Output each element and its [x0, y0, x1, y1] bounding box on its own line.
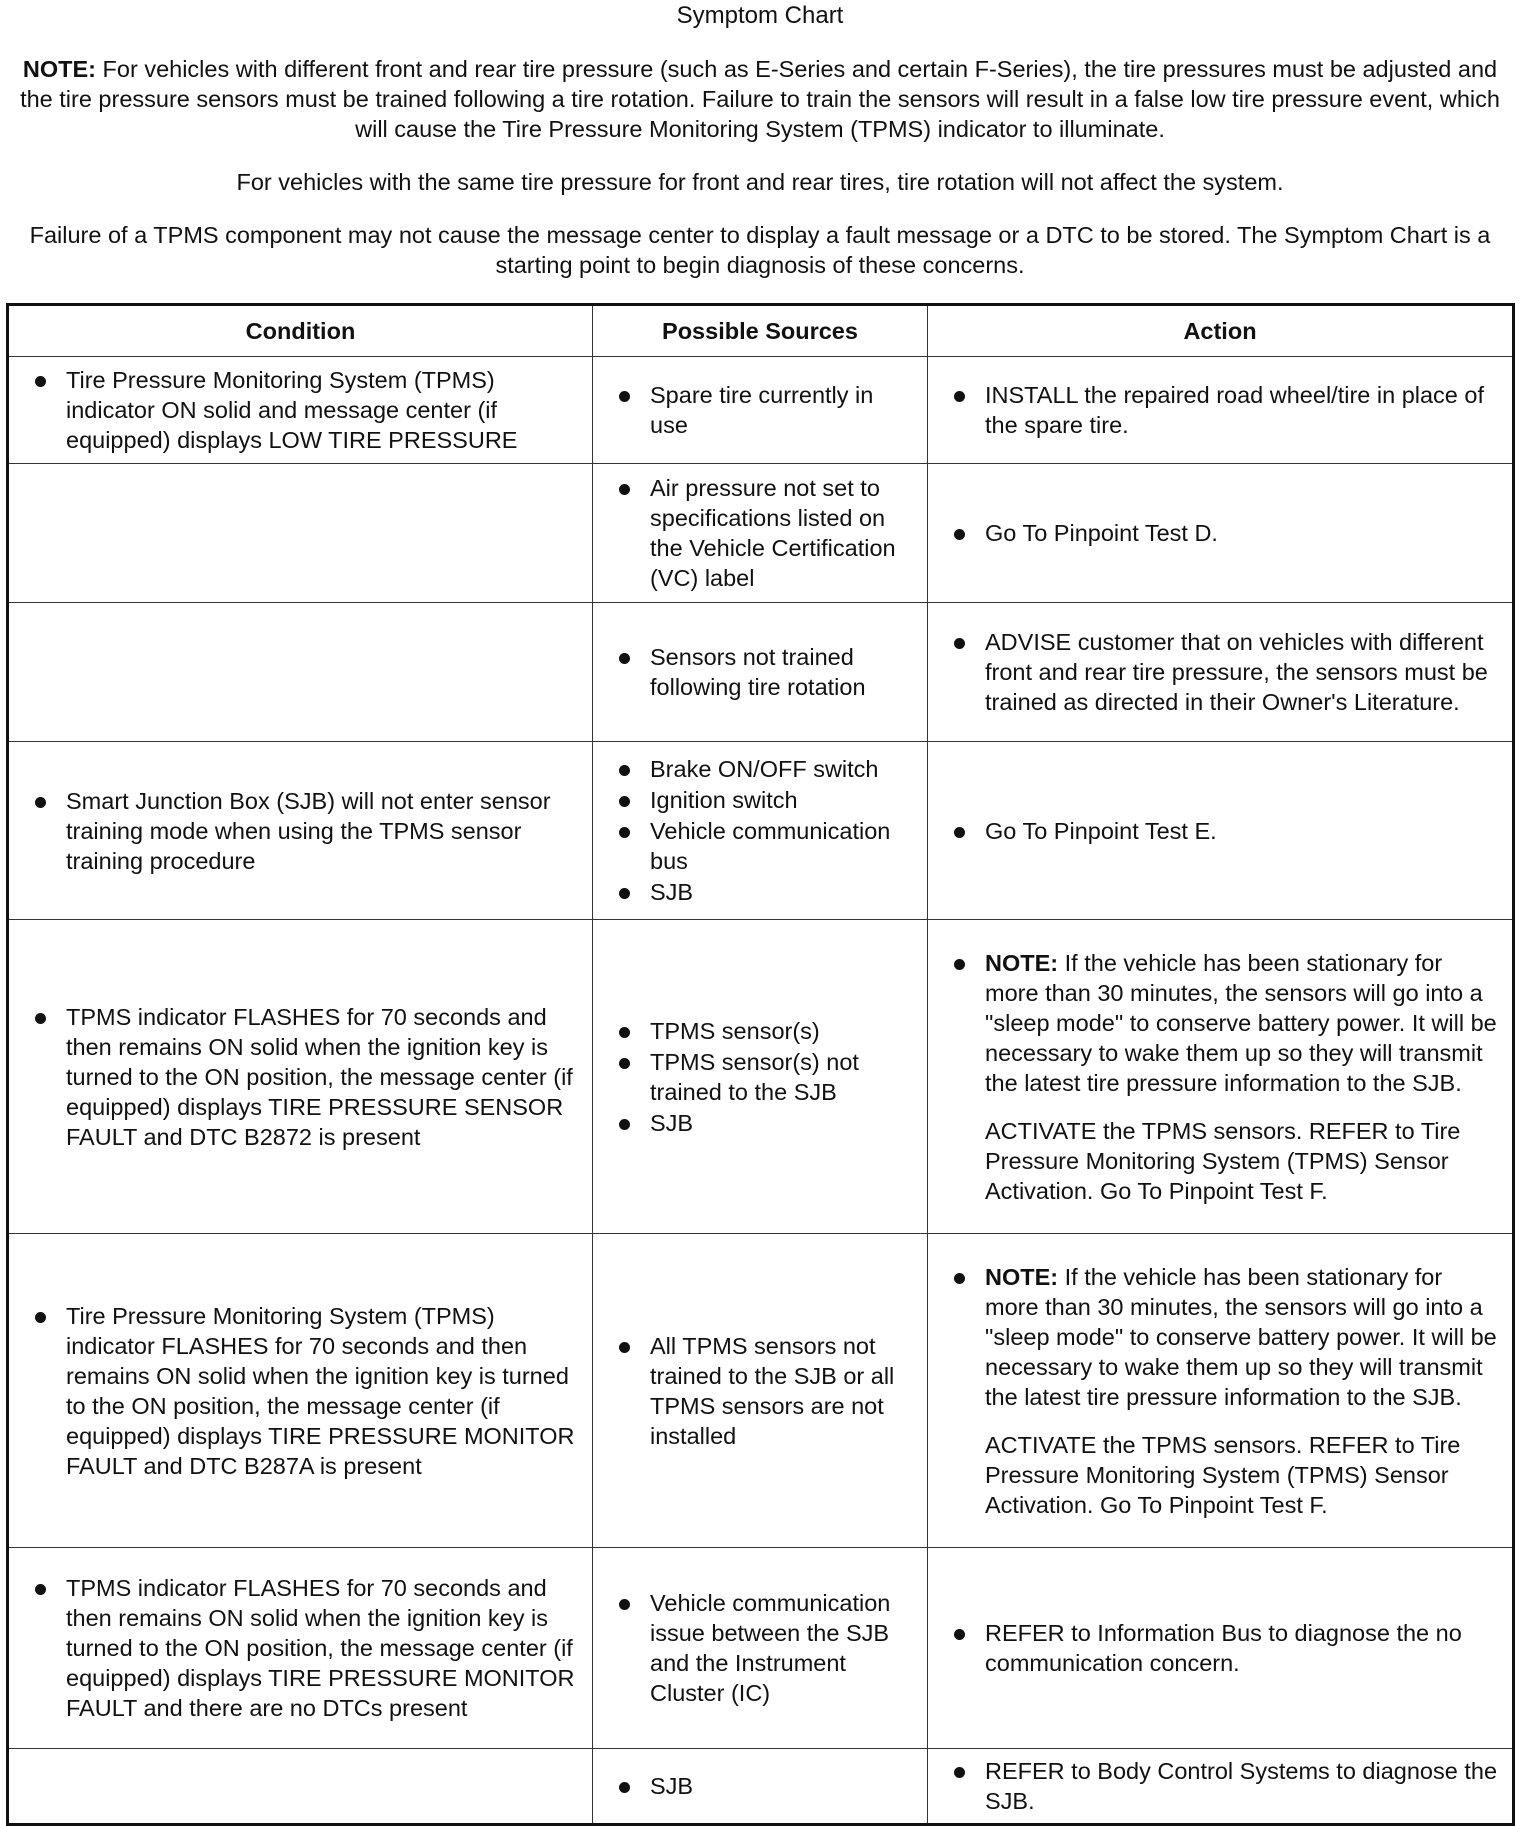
sources-cell — [593, 1234, 928, 1548]
condition-cell — [8, 742, 593, 920]
symptom-table — [6, 303, 1515, 1826]
source-item: SJB — [617, 1771, 917, 1801]
action-paragraph: ACTIVATE the TPMS sensors. REFER to Tire Pressure Monitoring System (TPMS) Sensor Activation. Go To Pinpoint Test F. — [985, 1431, 1461, 1518]
table-row — [8, 920, 1514, 1234]
sources-cell — [593, 464, 928, 603]
action-note — [952, 1262, 1502, 1412]
intro-note — [14, 54, 1506, 144]
action-note-label: NOTE: — [985, 949, 1059, 976]
condition-item: Tire Pressure Monitoring System (TPMS) indicator FLASHES for 70 seconds and then remains ON solid when the ignition key is turned to the ON position, the message center (if equipped) displays TIRE PRESSURE MONITOR FAULT and DTC B287A is present — [33, 1301, 582, 1481]
action-cell — [928, 464, 1514, 603]
action-cell — [928, 920, 1514, 1234]
action-item: REFER to Body Control Systems to diagnose the SJB. — [952, 1756, 1502, 1816]
source-item: Spare tire currently in use — [617, 380, 917, 440]
note-text: For vehicles with different front and rear tire pressure (such as E-Series and certain F-Series), the tire pressures must be adjusted and the tire pressure sensors must be trained following a tire rotation. Failure to train the sensors will result in a false low tire pressure event, which will cause the Tire Pressure Monitoring System (TPMS) indicator to illuminate. — [20, 56, 1500, 142]
source-item: TPMS sensor(s) — [617, 1016, 917, 1046]
action-note-label: NOTE: — [985, 1263, 1059, 1290]
action-note — [952, 948, 1502, 1098]
intro-paragraph-2: For vehicles with the same tire pressure for front and rear tires, tire rotation will not affect the system. — [236, 169, 1284, 195]
action-item: REFER to Information Bus to diagnose the no communication concern. — [952, 1618, 1502, 1678]
condition-cell — [8, 603, 593, 742]
condition-cell — [8, 920, 593, 1234]
intro-section — [0, 54, 1520, 280]
table-header-row — [8, 305, 1514, 357]
action-item: ADVISE customer that on vehicles with different front and rear tire pressure, the sensors must be trained as directed in their Owner's Literature. — [952, 627, 1502, 717]
sources-cell — [593, 1749, 928, 1825]
condition-cell — [8, 1749, 593, 1825]
action-cell — [928, 1234, 1514, 1548]
action-note-text: If the vehicle has been stationary for more than 30 minutes, the sensors will go into a "sleep mode" to conserve battery power. It will be necessary to wake them up so they will transmit the latest tire pressure information to the SJB. — [985, 1263, 1497, 1410]
source-item: SJB — [617, 1108, 917, 1138]
sources-cell — [593, 603, 928, 742]
source-item: Vehicle communication bus — [617, 816, 917, 876]
action-cell — [928, 603, 1514, 742]
source-item: TPMS sensor(s) not trained to the SJB — [617, 1047, 917, 1107]
condition-item: Smart Junction Box (SJB) will not enter sensor training mode when using the TPMS sensor training procedure — [33, 786, 582, 876]
condition-cell — [8, 464, 593, 603]
action-cell — [928, 1548, 1514, 1749]
action-paragraph: ACTIVATE the TPMS sensors. REFER to Tire Pressure Monitoring System (TPMS) Sensor Activation. Go To Pinpoint Test F. — [985, 1117, 1461, 1204]
table-row — [8, 1749, 1514, 1825]
action-cell — [928, 357, 1514, 464]
action-item: Go To Pinpoint Test D. — [952, 518, 1502, 548]
table-row — [8, 603, 1514, 742]
source-item: Brake ON/OFF switch — [617, 754, 917, 784]
header-action: Action — [928, 305, 1514, 357]
table-row — [8, 742, 1514, 920]
condition-item: TPMS indicator FLASHES for 70 seconds and then remains ON solid when the ignition key is turned to the ON position, the message center (if equipped) displays TIRE PRESSURE SENSOR FAULT and DTC B2872 is present — [33, 1002, 582, 1152]
action-cell — [928, 742, 1514, 920]
condition-cell — [8, 357, 593, 464]
source-item: Ignition switch — [617, 785, 917, 815]
table-row — [8, 464, 1514, 603]
table-row — [8, 1234, 1514, 1548]
condition-item: Tire Pressure Monitoring System (TPMS) indicator ON solid and message center (if equipped) displays LOW TIRE PRESSURE — [33, 365, 582, 455]
condition-cell — [8, 1548, 593, 1749]
header-condition: Condition — [8, 305, 593, 357]
source-item: All TPMS sensors not trained to the SJB or all TPMS sensors are not installed — [617, 1331, 917, 1451]
intro-paragraph-3: Failure of a TPMS component may not cause the message center to display a fault message or a DTC to be stored. The Symptom Chart is a starting point to begin diagnosis of these concerns. — [29, 222, 1491, 278]
note-label: NOTE: — [22, 56, 97, 82]
sources-cell — [593, 1548, 928, 1749]
header-possible-sources: Possible Sources — [593, 305, 928, 357]
source-item: Sensors not trained following tire rotation — [617, 642, 917, 702]
page-title: Symptom Chart — [676, 2, 844, 29]
condition-item: TPMS indicator FLASHES for 70 seconds and then remains ON solid when the ignition key is turned to the ON position, the message center (if equipped) displays TIRE PRESSURE MONITOR FAULT and there are no DTCs present — [33, 1573, 582, 1723]
source-item: SJB — [617, 877, 917, 907]
action-cell — [928, 1749, 1514, 1825]
condition-cell — [8, 1234, 593, 1548]
table-row — [8, 357, 1514, 464]
table-row — [8, 1548, 1514, 1749]
action-item: INSTALL the repaired road wheel/tire in place of the spare tire. — [952, 380, 1502, 440]
source-item: Vehicle communication issue between the SJB and the Instrument Cluster (IC) — [617, 1588, 917, 1708]
sources-cell — [593, 742, 928, 920]
action-note-text: If the vehicle has been stationary for more than 30 minutes, the sensors will go into a "sleep mode" to conserve battery power. It will be necessary to wake them up so they will transmit the latest tire pressure information to the SJB. — [985, 949, 1497, 1096]
action-item: Go To Pinpoint Test E. — [952, 816, 1502, 846]
source-item: Air pressure not set to specifications listed on the Vehicle Certification (VC) label — [617, 473, 917, 593]
sources-cell — [593, 357, 928, 464]
sources-cell — [593, 920, 928, 1234]
